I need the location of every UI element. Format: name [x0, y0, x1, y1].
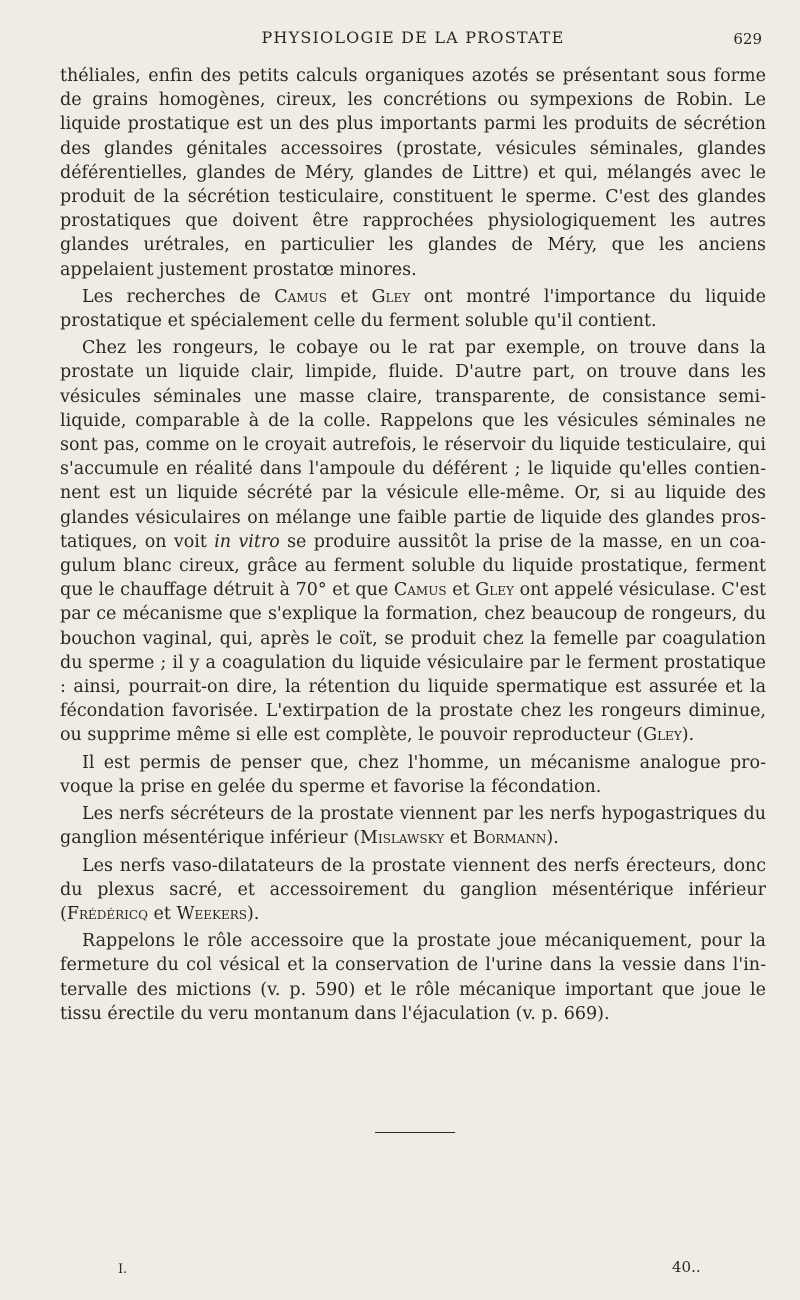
paragraph	[60, 751, 766, 799]
text-run: ).	[681, 725, 695, 746]
text-run: Il est permis de penser que, chez l'homme, un mécanisme analogue provoque la prise en gelée du sperme et favorise la fécondation.	[60, 752, 766, 797]
paragraph	[60, 64, 766, 282]
section-divider-rule	[375, 1132, 455, 1133]
author-name: Mislawsky	[360, 828, 445, 849]
author-name: Gley	[371, 286, 411, 307]
text-run: ont appelé vésiculase. C'est par ce mécanisme que s'explique la formation, chez beaucoup de rongeurs, du bouchon vaginal, qui, après le coït, se produit chez la femelle par coagulation du sperme ; il y a coagulation du liquide vésiculaire par le ferment prostatique : ainsi, pourrait-on dire, la rétention du liquide spermatique est assurée et la fécondation favorisée. L'extirpation de la prostate chez les rongeurs diminue, ou supprime même si elle est complète, le pouvoir reproducteur (	[60, 580, 766, 746]
page-header	[60, 28, 766, 52]
text-run: ont montré l'importance du liquide prostatique et spécialement celle du ferment soluble qu'il contient.	[60, 286, 766, 332]
signature-mark-right: 40..	[672, 1258, 701, 1276]
text-run: et	[446, 580, 476, 601]
signature-mark-left: I.	[118, 1262, 128, 1277]
author-name: Camus	[393, 580, 447, 601]
text-run: Les nerfs vaso-dilatateurs de la prostate viennent des nerfs érecteurs, donc du plexus sacré, et accessoirement du ganglion mésentérique inférieur (	[60, 855, 766, 924]
text-run: et	[147, 903, 177, 924]
running-title: PHYSIOLOGIE DE LA PROSTATE	[261, 28, 565, 47]
text-run: Les nerfs sécréteurs de la prostate viennent par les nerfs hypogastriques du ganglion mésentérique inférieur (	[60, 804, 766, 849]
author-name: Weekers	[176, 903, 247, 924]
author-name: Gley	[475, 580, 514, 601]
italic-term: in vitro	[214, 531, 280, 552]
text-run: Chez les rongeurs, le cobaye ou le rat par exemple, on trouve dans la prostate un liquide clair, limpide, fluide. D'autre part, on trouve dans les vésicules séminales une masse claire, transparente, de consistance semiliquide, comparable à de la colle. Rappelons que les vésicules séminales ne sont pas, comme on le croyait autrefois, le réservoir du liquide testiculaire, qui s'accumule en réalité dans l'ampoule du déférent ; le liquide qu'elles contiennent est un liquide sécrété par la vésicule elle-même. Or, si au liquide des glandes vésiculaires on mélange une faible partie de liquide des glandes prostatiques, on voit	[60, 338, 766, 552]
text-run: ).	[246, 903, 260, 924]
paragraph	[60, 285, 766, 333]
page-number: 629	[733, 30, 762, 48]
text-run: théliales, enfin des petits calculs organiques azotés se présentant sous forme de grains homogènes, cireux, les concrétions ou sympexions de Robin. Le liquide prostatique est un des plus importants parmi les produits de sécrétion des glandes génitales accessoires (prostate, vésicules séminales, glandes déférentielles, glandes de Méry, glandes de Littre) et qui, mélangés avec le produit de la sécrétion testiculaire, constituent le sperme. C'est des glandes prostatiques que doivent être rapprochées physiologiquement les autres glandes urétrales, en particulier les glandes de Méry, que les anciens appelaient justement prostatœ minores.	[60, 66, 766, 280]
author-name: Camus	[274, 286, 327, 307]
paragraph	[60, 854, 766, 927]
text-run: ).	[546, 828, 559, 849]
text-run: et	[326, 286, 372, 307]
body-text	[60, 64, 766, 1029]
text-run: et	[444, 828, 473, 849]
author-name: Frédéricq	[66, 903, 148, 924]
paragraph	[60, 802, 766, 850]
paragraph	[60, 929, 766, 1026]
paragraph	[60, 336, 766, 747]
text-run: Les recherches de	[82, 286, 275, 307]
author-name: Bormann	[472, 828, 547, 849]
text-run: se produire aussitôt la prise de la masse, en un coagulum blanc cireux, grâce au ferment soluble du liquide prostatique, ferment que le chauffage détruit à 70° et que	[60, 531, 766, 601]
author-name: Gley	[643, 725, 682, 746]
text-run: Rappelons le rôle accessoire que la prostate joue mécaniquement, pour la fermeture du col vésical et la conservation de l'urine dans la vessie dans l'intervalle des mictions (v. p. 590) et le rôle mécanique important que joue le tissu érectile du veru montanum dans l'éjaculation (v. p. 669).	[60, 931, 766, 1024]
